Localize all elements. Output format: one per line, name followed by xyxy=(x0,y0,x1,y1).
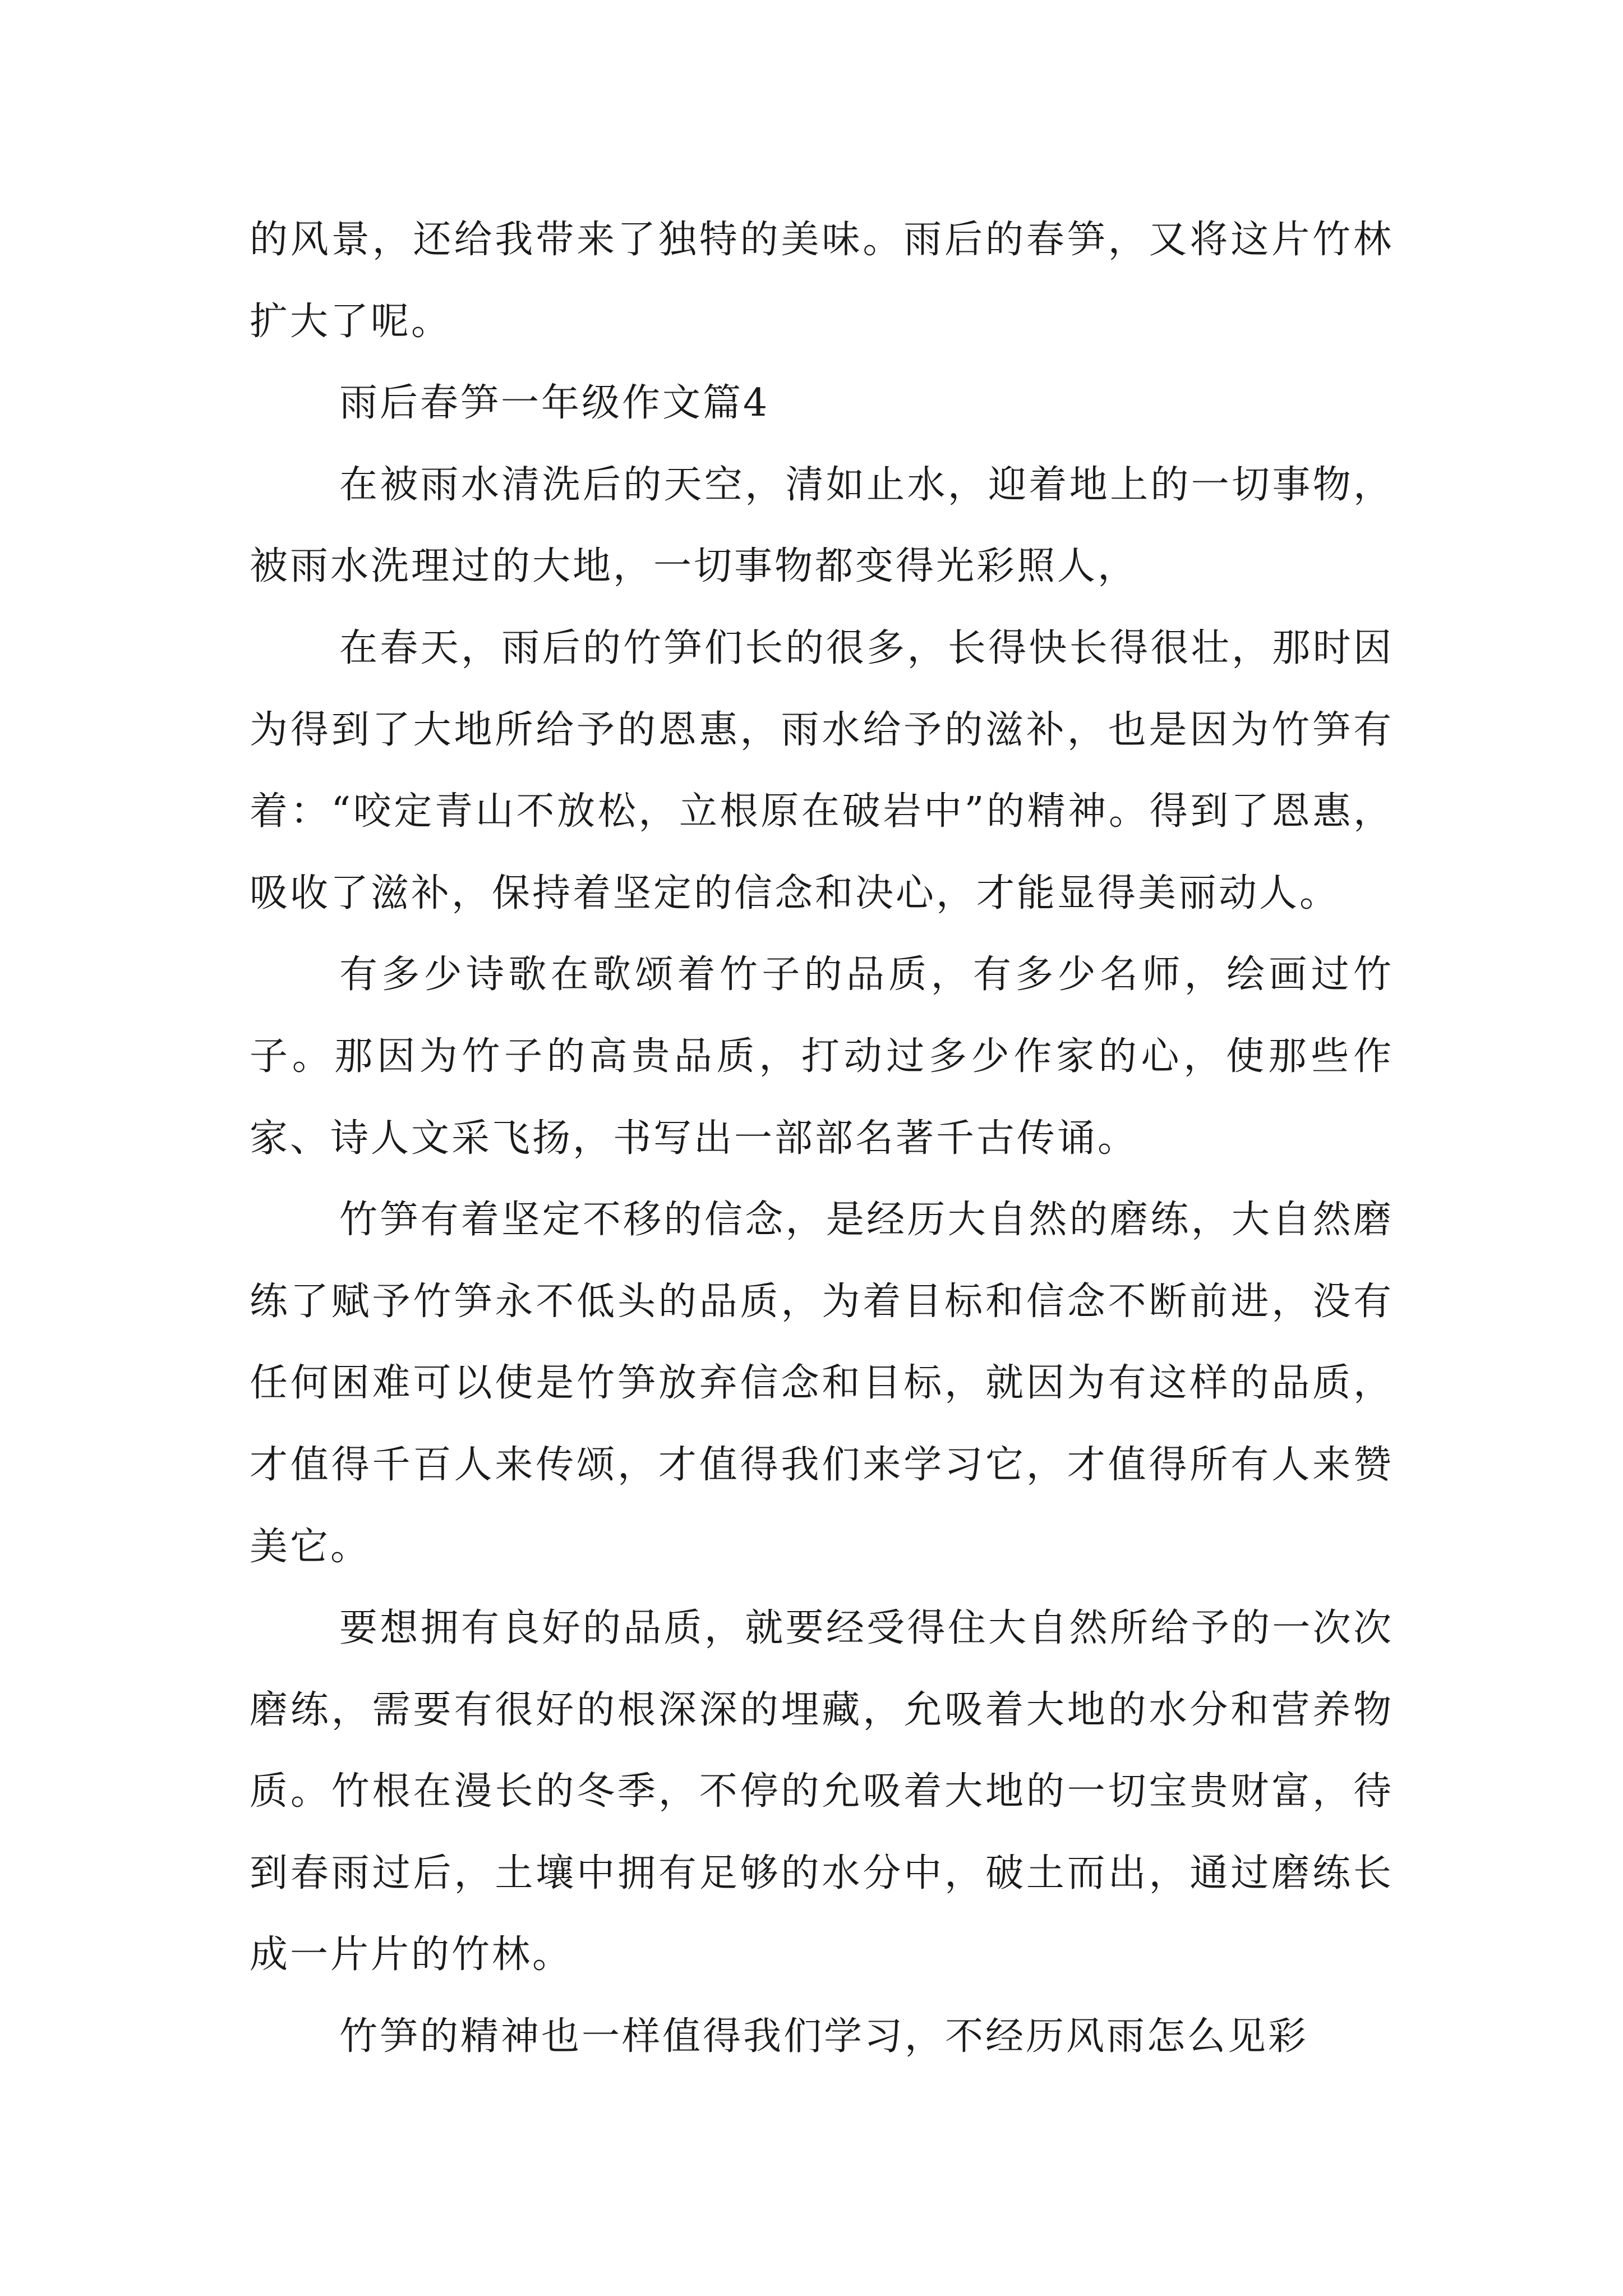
paragraph-6: 竹笋的精神也一样值得我们学习，不经历风雨怎么见彩 xyxy=(339,2014,1309,2059)
paragraph-5: 要想拥有良好的品质，就要经受得住大自然所给予的一次次磨练，需要有很好的根深深的埋藏，允吸着大地的水分和营养物质。竹根在漫长的冬季，不停的允吸着大地的一切宝贵财富，待到春雨过后，土壤中拥有足够的水分中，破土而出，通过磨练长成一片片的竹林。 xyxy=(250,1606,1394,1977)
paragraph-4: 竹笋有着坚定不移的信念，是经历大自然的磨练，大自然磨练了赋予竹笋永不低头的品质，为着目标和信念不断前进，没有任何困难可以使是竹笋放弃信念和目标，就因为有这样的品质，才值得千百人来传颂，才值得我们来学习它，才值得所有人来赞美它。 xyxy=(250,1198,1394,1569)
paragraph-1: 在被雨水清洗后的天空，清如止水，迎着地上的一切事物，被雨水洗理过的大地，一切事物都变得光彩照人， xyxy=(250,462,1394,589)
document-body xyxy=(250,199,1394,2078)
paragraph-2: 在春天，雨后的竹笋们长的很多，长得快长得很壮，那时因为得到了大地所给予的恩惠，雨水给予的滋补，也是因为竹笋有着：“咬定青山不放松，立根原在破岩中”的精神。得到了恩惠，吸收了滋补，保持着坚定的信念和决心，才能显得美丽动人。 xyxy=(250,625,1394,915)
section-title: 雨后春笋一年级作文篇4 xyxy=(339,381,770,426)
paragraph-3: 有多少诗歌在歌颂着竹子的品质，有多少名师，绘画过竹子。那因为竹子的高贵品质，打动过多少作家的心，使那些作家、诗人文采飞扬，书写出一部部名著千古传诵。 xyxy=(250,953,1394,1161)
continued-paragraph: 的风景，还给我带来了独特的美味。雨后的春笋，又将这片竹林扩大了呢。 xyxy=(250,218,1394,344)
